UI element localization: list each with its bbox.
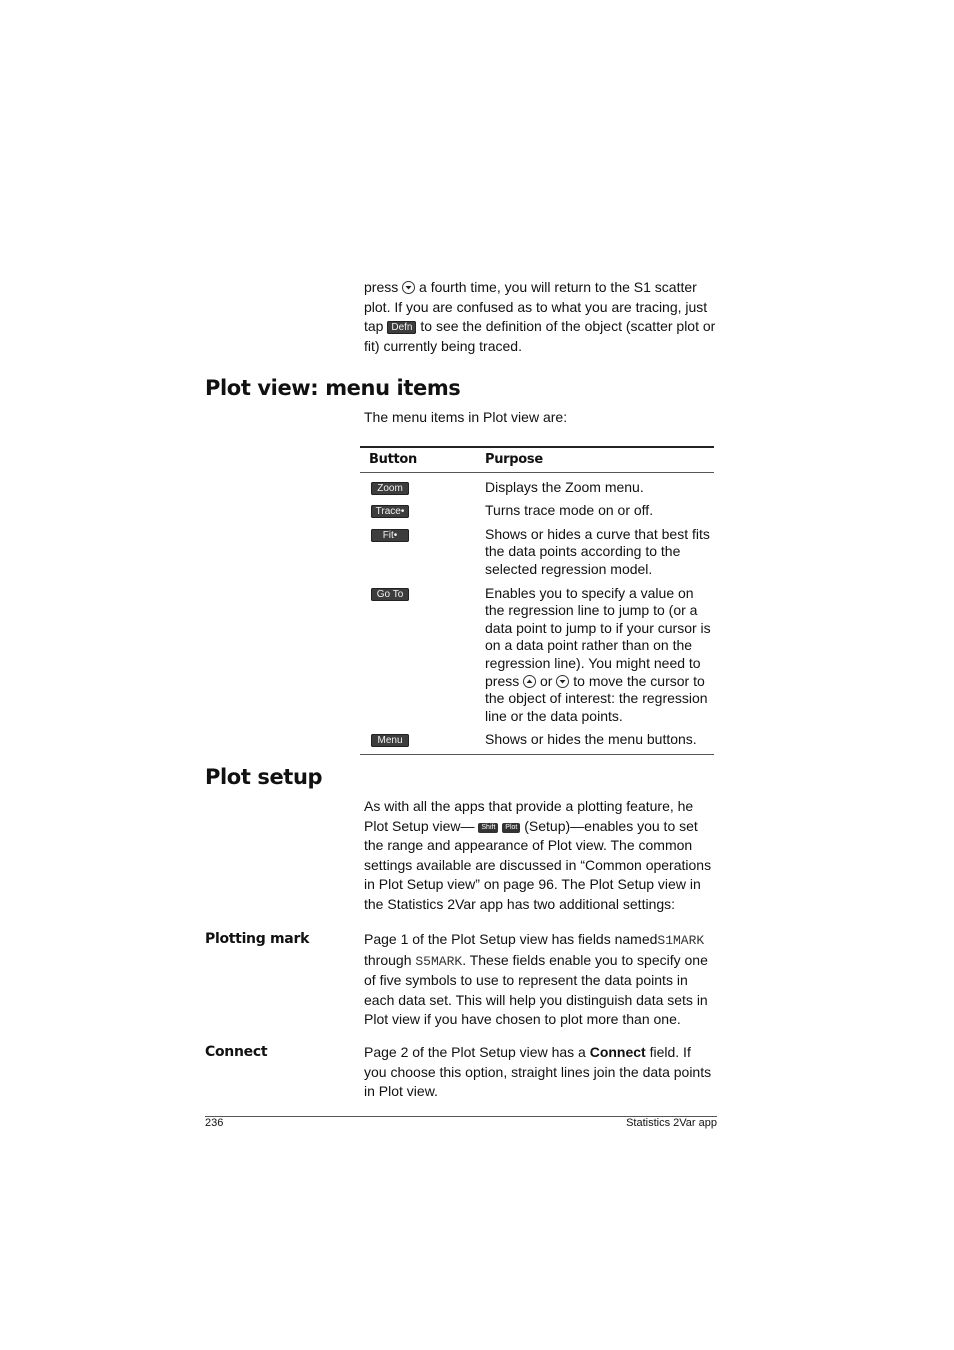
plot-setup-text-a: As with all the apps that provide a plotting feature, he Plot Setup view—: [364, 798, 694, 834]
section-lead: The menu items in Plot view are:: [364, 409, 568, 425]
menu-items-table: [360, 446, 714, 755]
row-purpose: Shows or hides the menu buttons.: [485, 725, 714, 754]
plotting-mark-text-1: Page 1 of the Plot Setup view has fields named: [364, 931, 658, 947]
goto-purpose-b: to move the cursor to the object of interest: the regression line or the data points.: [485, 672, 708, 724]
table-row: [360, 496, 714, 520]
plotting-mark-paragraph: [364, 930, 716, 1030]
header-button: Button: [360, 447, 485, 472]
s1mark-code: S1MARK: [657, 933, 705, 948]
s5mark-code: S5MARK: [415, 953, 463, 969]
up-arrow-key-icon: [523, 675, 536, 688]
table-row: [360, 725, 714, 754]
table-header-row: [360, 447, 714, 472]
trace-key: Trace•: [371, 505, 409, 518]
goto-key: Go To: [371, 588, 409, 601]
row-purpose: Shows or hides a curve that best fits the data points according to the selected regression model.: [485, 525, 710, 577]
table-row: [360, 520, 714, 579]
down-arrow-key-icon: [556, 675, 569, 688]
table-row: [360, 472, 714, 496]
plotting-mark-text-3: . These fields enable you to specify one of five symbols to use to represent the data points in each data set. This will help you distinguish data sets in Plot view if you have chosen to plot more than one.: [364, 951, 708, 1027]
connect-label: Connect: [205, 1044, 268, 1060]
intro-text-3: to see the definition of the object (scatter plot or fit) currently being traced.: [364, 318, 716, 354]
connect-text-1: Page 2 of the Plot Setup view has a: [364, 1044, 586, 1060]
chapter-title: Statistics 2Var app: [626, 1117, 717, 1129]
page-number: 236: [205, 1117, 224, 1129]
zoom-key: Zoom: [371, 482, 409, 495]
connect-field-name: Connect: [589, 1044, 646, 1060]
connect-text-2: field. If you choose this option, straight lines join the data points in Plot view.: [364, 1044, 712, 1099]
goto-purpose-or: or: [540, 672, 553, 689]
intro-paragraph: [364, 278, 716, 356]
menu-key: Menu: [371, 734, 409, 747]
plotting-mark-text-2: through: [364, 951, 412, 968]
section-heading-plot-setup: Plot setup: [205, 765, 323, 789]
plotting-mark-label: Plotting mark: [205, 931, 310, 947]
goto-purpose-a: Enables you to specify a value on the regression line to jump to (or a data point to jump to if your cursor is on a data point rather than on the regression line). You might need to press: [485, 584, 711, 689]
fit-key: Fit•: [371, 529, 409, 542]
section-heading-plot-view-menu-items: Plot view: menu items: [205, 376, 461, 400]
row-purpose: Turns trace mode on or off.: [485, 502, 654, 519]
shift-key-icon: Shift: [478, 823, 498, 833]
plot-setup-key-icon: Plot: [502, 823, 520, 833]
row-purpose: Displays the Zoom menu.: [485, 478, 644, 495]
defn-key: Defn: [387, 321, 416, 334]
plot-setup-text-b: (Setup)—enables you to set the range and appearance of Plot view. The common settings available are discussed in “Common operations in Plot Setup view” on page 96. The Plot Setup view in the Statistics 2Var app has two additional settings:: [364, 817, 712, 912]
header-purpose: Purpose: [485, 447, 714, 472]
intro-text-2: a fourth time, you will return to the S1 scatter plot. If you are confused as to what you are tracing, just tap: [364, 279, 708, 334]
connect-paragraph: [364, 1043, 716, 1102]
plot-setup-paragraph: [364, 797, 716, 914]
table-row: [360, 579, 714, 726]
intro-text-1: press: [364, 279, 399, 295]
down-arrow-key-icon: [402, 281, 415, 294]
row-purpose: [485, 579, 714, 726]
